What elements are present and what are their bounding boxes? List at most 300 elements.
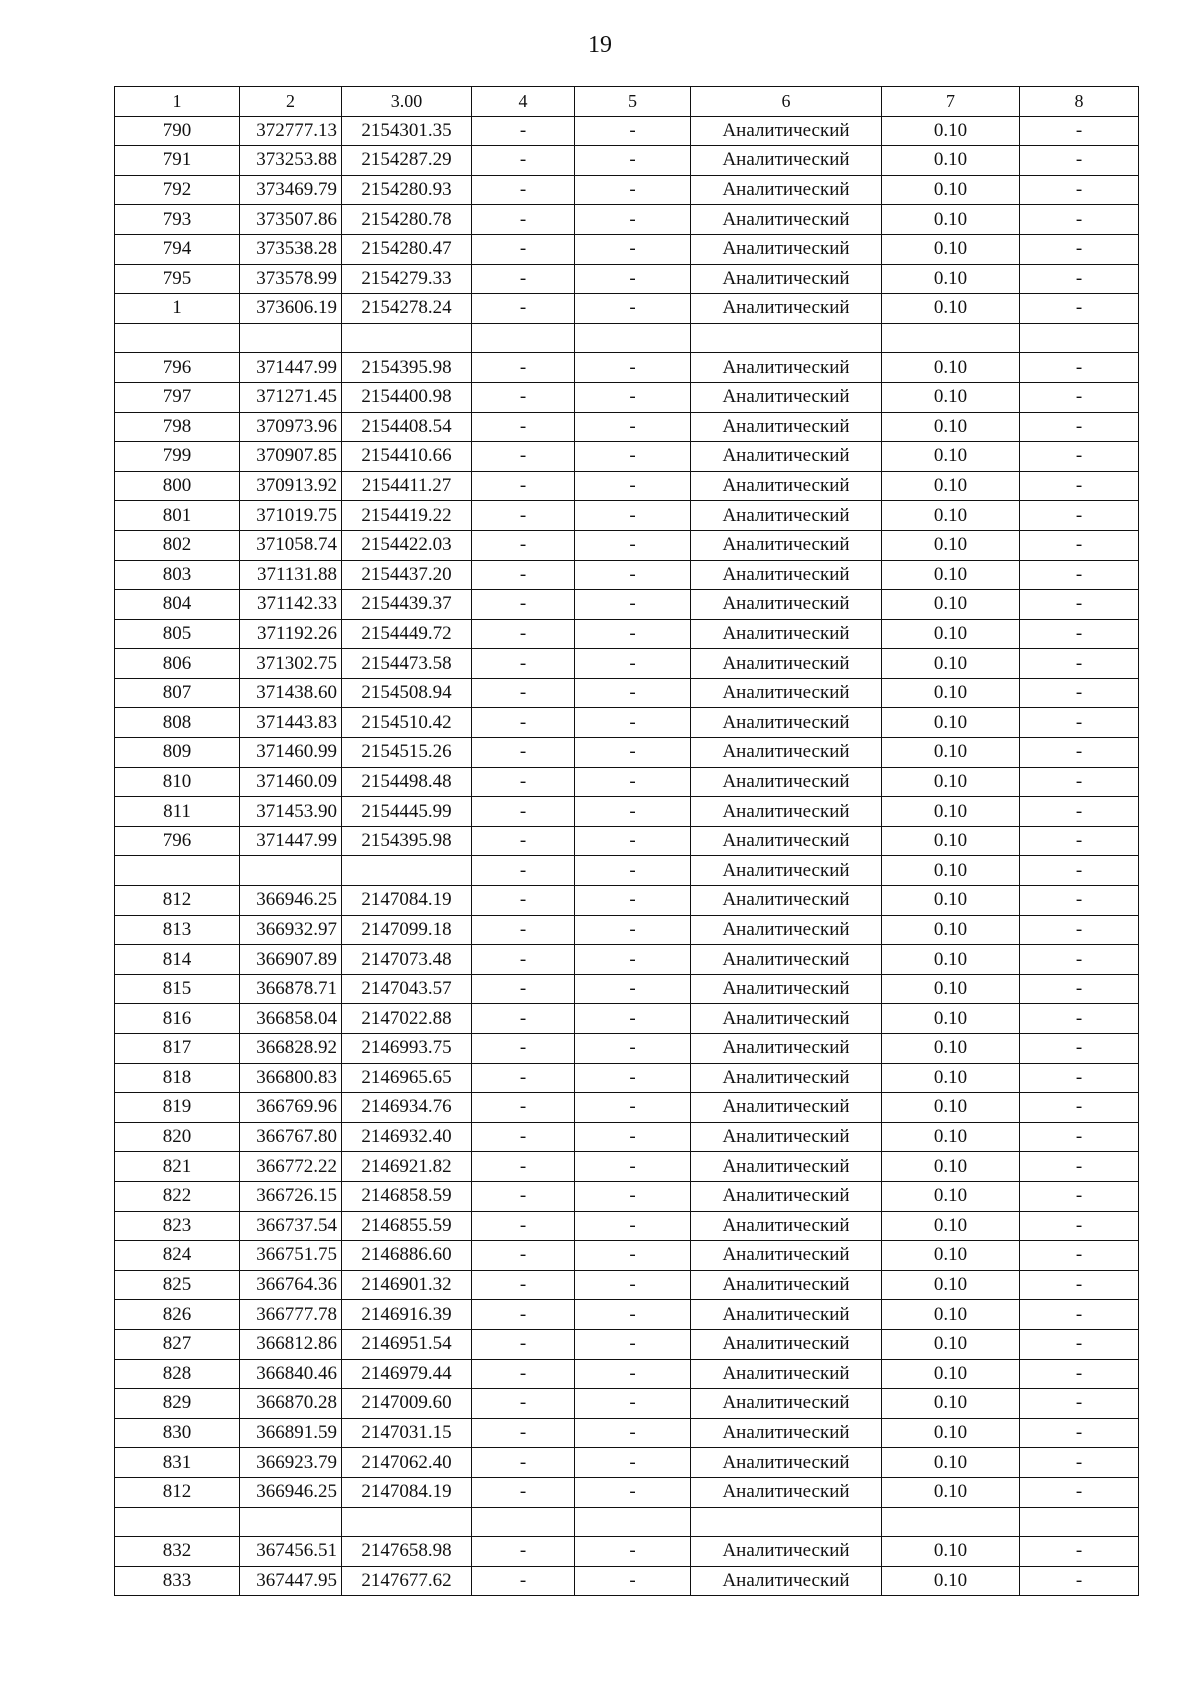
cell-x-coordinate: 366777.78: [240, 1300, 342, 1330]
cell-col-4-value: -: [472, 1477, 575, 1507]
cell-x-coordinate: 372777.13: [240, 116, 342, 146]
cell-point-number: 826: [115, 1300, 240, 1330]
cell-col-5-value: [575, 323, 691, 353]
cell-y-coordinate: 2154395.98: [342, 826, 472, 856]
cell-method: Аналитический: [691, 1329, 882, 1359]
table-row: [115, 1507, 1139, 1537]
cell-col-5-value: -: [575, 1389, 691, 1419]
table-row: [115, 1152, 1139, 1182]
table-row: [115, 116, 1139, 146]
cell-col-5-value: -: [575, 1566, 691, 1596]
cell-accuracy: 0.10: [882, 1270, 1020, 1300]
table-row: [115, 678, 1139, 708]
cell-col-5-value: -: [575, 797, 691, 827]
cell-y-coordinate: 2146934.76: [342, 1093, 472, 1123]
header-col-4: 4: [472, 87, 575, 117]
cell-y-coordinate: 2147084.19: [342, 1477, 472, 1507]
cell-col-5-value: -: [575, 974, 691, 1004]
cell-col-4-value: -: [472, 382, 575, 412]
cell-accuracy: 0.10: [882, 175, 1020, 205]
cell-col-4-value: -: [472, 501, 575, 531]
cell-col-8-value: -: [1020, 530, 1139, 560]
cell-col-4-value: -: [472, 1241, 575, 1271]
cell-y-coordinate: 2146916.39: [342, 1300, 472, 1330]
cell-y-coordinate: 2154445.99: [342, 797, 472, 827]
cell-col-5-value: -: [575, 530, 691, 560]
cell-y-coordinate: 2146993.75: [342, 1034, 472, 1064]
table-row: [115, 1418, 1139, 1448]
cell-method: Аналитический: [691, 442, 882, 472]
header-col-3: 3.00: [342, 87, 472, 117]
cell-point-number: 793: [115, 205, 240, 235]
cell-col-8-value: -: [1020, 1448, 1139, 1478]
cell-accuracy: 0.10: [882, 767, 1020, 797]
cell-col-4-value: -: [472, 1329, 575, 1359]
cell-method: Аналитический: [691, 945, 882, 975]
cell-point-number: 797: [115, 382, 240, 412]
cell-col-4-value: -: [472, 264, 575, 294]
cell-point-number: 802: [115, 530, 240, 560]
cell-col-8-value: -: [1020, 501, 1139, 531]
table-row: [115, 1004, 1139, 1034]
cell-x-coordinate: 366726.15: [240, 1181, 342, 1211]
cell-point-number: 821: [115, 1152, 240, 1182]
cell-method: Аналитический: [691, 1181, 882, 1211]
cell-point-number: 796: [115, 353, 240, 383]
cell-point-number: 812: [115, 1477, 240, 1507]
cell-col-8-value: -: [1020, 1477, 1139, 1507]
cell-accuracy: 0.10: [882, 264, 1020, 294]
cell-col-4-value: -: [472, 1093, 575, 1123]
cell-point-number: 796: [115, 826, 240, 856]
cell-col-4-value: -: [472, 1300, 575, 1330]
cell-col-5-value: -: [575, 205, 691, 235]
cell-accuracy: 0.10: [882, 1122, 1020, 1152]
cell-x-coordinate: 366828.92: [240, 1034, 342, 1064]
cell-col-4-value: -: [472, 678, 575, 708]
cell-method: Аналитический: [691, 619, 882, 649]
cell-x-coordinate: [240, 1507, 342, 1537]
cell-col-8-value: -: [1020, 1152, 1139, 1182]
cell-col-5-value: -: [575, 1181, 691, 1211]
cell-method: Аналитический: [691, 116, 882, 146]
cell-point-number: 814: [115, 945, 240, 975]
table-row: [115, 560, 1139, 590]
cell-method: Аналитический: [691, 205, 882, 235]
cell-point-number: 798: [115, 412, 240, 442]
cell-method: Аналитический: [691, 1537, 882, 1567]
cell-col-8-value: -: [1020, 1359, 1139, 1389]
cell-point-number: 790: [115, 116, 240, 146]
cell-col-5-value: -: [575, 1241, 691, 1271]
cell-method: Аналитический: [691, 1004, 882, 1034]
cell-col-4-value: -: [472, 471, 575, 501]
cell-x-coordinate: 373538.28: [240, 234, 342, 264]
cell-y-coordinate: [342, 323, 472, 353]
cell-y-coordinate: 2154287.29: [342, 146, 472, 176]
cell-point-number: 810: [115, 767, 240, 797]
cell-method: Аналитический: [691, 826, 882, 856]
cell-method: Аналитический: [691, 1477, 882, 1507]
cell-method: [691, 1507, 882, 1537]
cell-accuracy: 0.10: [882, 1329, 1020, 1359]
coordinates-table: [114, 86, 1139, 1596]
cell-col-5-value: -: [575, 412, 691, 442]
table-row: [115, 1122, 1139, 1152]
cell-x-coordinate: 373578.99: [240, 264, 342, 294]
cell-accuracy: 0.10: [882, 1418, 1020, 1448]
cell-col-8-value: -: [1020, 649, 1139, 679]
cell-accuracy: 0.10: [882, 1004, 1020, 1034]
cell-col-4-value: -: [472, 234, 575, 264]
cell-method: Аналитический: [691, 412, 882, 442]
cell-col-8-value: -: [1020, 1241, 1139, 1271]
header-col-2: 2: [240, 87, 342, 117]
cell-y-coordinate: 2146921.82: [342, 1152, 472, 1182]
table-row: [115, 1181, 1139, 1211]
cell-point-number: 799: [115, 442, 240, 472]
cell-accuracy: 0.10: [882, 412, 1020, 442]
cell-col-4-value: -: [472, 856, 575, 886]
cell-col-8-value: -: [1020, 1270, 1139, 1300]
cell-x-coordinate: 366751.75: [240, 1241, 342, 1271]
cell-method: Аналитический: [691, 146, 882, 176]
cell-y-coordinate: 2147022.88: [342, 1004, 472, 1034]
cell-col-5-value: -: [575, 560, 691, 590]
cell-col-4-value: -: [472, 886, 575, 916]
header-col-8: 8: [1020, 87, 1139, 117]
table-header-row: [115, 87, 1139, 117]
cell-col-5-value: -: [575, 442, 691, 472]
cell-col-8-value: -: [1020, 442, 1139, 472]
cell-x-coordinate: 371302.75: [240, 649, 342, 679]
cell-point-number: 818: [115, 1063, 240, 1093]
cell-accuracy: 0.10: [882, 1211, 1020, 1241]
cell-accuracy: 0.10: [882, 1241, 1020, 1271]
cell-col-4-value: [472, 323, 575, 353]
cell-col-8-value: -: [1020, 915, 1139, 945]
cell-col-4-value: -: [472, 1537, 575, 1567]
table-row: [115, 1329, 1139, 1359]
cell-col-5-value: -: [575, 915, 691, 945]
cell-col-4-value: -: [472, 116, 575, 146]
cell-col-8-value: -: [1020, 1004, 1139, 1034]
cell-col-8-value: -: [1020, 1181, 1139, 1211]
table-row: [115, 294, 1139, 324]
cell-y-coordinate: 2154473.58: [342, 649, 472, 679]
cell-col-8-value: -: [1020, 590, 1139, 620]
cell-y-coordinate: 2154410.66: [342, 442, 472, 472]
cell-y-coordinate: 2147073.48: [342, 945, 472, 975]
cell-x-coordinate: 366878.71: [240, 974, 342, 1004]
table-row: [115, 945, 1139, 975]
cell-y-coordinate: 2154301.35: [342, 116, 472, 146]
cell-accuracy: 0.10: [882, 1300, 1020, 1330]
table-row: [115, 826, 1139, 856]
cell-x-coordinate: 371131.88: [240, 560, 342, 590]
table-body: [115, 116, 1139, 1596]
cell-method: Аналитический: [691, 590, 882, 620]
cell-point-number: 801: [115, 501, 240, 531]
cell-method: Аналитический: [691, 1211, 882, 1241]
cell-point-number: 825: [115, 1270, 240, 1300]
cell-col-5-value: -: [575, 619, 691, 649]
cell-y-coordinate: 2146965.65: [342, 1063, 472, 1093]
table-row: [115, 175, 1139, 205]
cell-col-5-value: -: [575, 590, 691, 620]
cell-y-coordinate: 2154278.24: [342, 294, 472, 324]
table-row: [115, 915, 1139, 945]
cell-accuracy: 0.10: [882, 1448, 1020, 1478]
cell-col-8-value: -: [1020, 294, 1139, 324]
cell-y-coordinate: 2154280.78: [342, 205, 472, 235]
cell-accuracy: 0.10: [882, 1063, 1020, 1093]
cell-accuracy: 0.10: [882, 560, 1020, 590]
cell-col-5-value: -: [575, 1477, 691, 1507]
cell-point-number: 806: [115, 649, 240, 679]
cell-accuracy: 0.10: [882, 471, 1020, 501]
cell-method: Аналитический: [691, 530, 882, 560]
cell-y-coordinate: 2147009.60: [342, 1389, 472, 1419]
cell-col-4-value: -: [472, 1004, 575, 1034]
cell-col-4-value: -: [472, 146, 575, 176]
cell-col-8-value: -: [1020, 382, 1139, 412]
table-row: [115, 619, 1139, 649]
cell-method: Аналитический: [691, 1448, 882, 1478]
header-col-6: 6: [691, 87, 882, 117]
cell-x-coordinate: 366812.86: [240, 1329, 342, 1359]
cell-accuracy: 0.10: [882, 1034, 1020, 1064]
cell-col-5-value: -: [575, 146, 691, 176]
cell-col-8-value: -: [1020, 1211, 1139, 1241]
cell-accuracy: [882, 1507, 1020, 1537]
cell-col-4-value: -: [472, 530, 575, 560]
table-row: [115, 974, 1139, 1004]
cell-point-number: 803: [115, 560, 240, 590]
cell-col-8-value: -: [1020, 412, 1139, 442]
cell-method: Аналитический: [691, 886, 882, 916]
table-row: [115, 708, 1139, 738]
cell-col-8-value: -: [1020, 116, 1139, 146]
cell-col-8-value: -: [1020, 234, 1139, 264]
cell-col-5-value: -: [575, 471, 691, 501]
cell-col-5-value: -: [575, 738, 691, 768]
cell-x-coordinate: 371271.45: [240, 382, 342, 412]
cell-x-coordinate: 371460.99: [240, 738, 342, 768]
cell-x-coordinate: 366870.28: [240, 1389, 342, 1419]
cell-col-8-value: -: [1020, 560, 1139, 590]
table-row: [115, 442, 1139, 472]
cell-point-number: [115, 1507, 240, 1537]
table-row: [115, 205, 1139, 235]
cell-col-5-value: -: [575, 294, 691, 324]
cell-col-8-value: -: [1020, 353, 1139, 383]
cell-col-5-value: -: [575, 116, 691, 146]
cell-method: Аналитический: [691, 175, 882, 205]
cell-y-coordinate: 2154498.48: [342, 767, 472, 797]
cell-y-coordinate: 2154508.94: [342, 678, 472, 708]
cell-col-8-value: -: [1020, 264, 1139, 294]
cell-x-coordinate: 373253.88: [240, 146, 342, 176]
cell-col-4-value: -: [472, 915, 575, 945]
cell-accuracy: 0.10: [882, 353, 1020, 383]
cell-accuracy: 0.10: [882, 738, 1020, 768]
cell-y-coordinate: 2154422.03: [342, 530, 472, 560]
cell-col-4-value: -: [472, 1063, 575, 1093]
cell-col-8-value: -: [1020, 1329, 1139, 1359]
cell-col-5-value: -: [575, 1300, 691, 1330]
cell-method: Аналитический: [691, 264, 882, 294]
cell-method: Аналитический: [691, 738, 882, 768]
cell-accuracy: 0.10: [882, 974, 1020, 1004]
cell-x-coordinate: 371058.74: [240, 530, 342, 560]
cell-col-8-value: -: [1020, 1122, 1139, 1152]
cell-col-8-value: -: [1020, 738, 1139, 768]
cell-y-coordinate: 2154510.42: [342, 708, 472, 738]
cell-col-5-value: -: [575, 353, 691, 383]
cell-accuracy: 0.10: [882, 619, 1020, 649]
cell-method: Аналитический: [691, 974, 882, 1004]
cell-y-coordinate: 2154280.93: [342, 175, 472, 205]
cell-point-number: 817: [115, 1034, 240, 1064]
cell-accuracy: 0.10: [882, 708, 1020, 738]
cell-accuracy: 0.10: [882, 205, 1020, 235]
cell-accuracy: 0.10: [882, 1537, 1020, 1567]
cell-y-coordinate: 2147084.19: [342, 886, 472, 916]
cell-col-4-value: -: [472, 1359, 575, 1389]
cell-method: Аналитический: [691, 797, 882, 827]
cell-point-number: 824: [115, 1241, 240, 1271]
cell-y-coordinate: 2154437.20: [342, 560, 472, 590]
cell-accuracy: 0.10: [882, 678, 1020, 708]
cell-col-4-value: -: [472, 1211, 575, 1241]
cell-accuracy: 0.10: [882, 1359, 1020, 1389]
cell-method: Аналитический: [691, 1300, 882, 1330]
cell-x-coordinate: 370973.96: [240, 412, 342, 442]
table-row: [115, 1270, 1139, 1300]
table-row: [115, 1448, 1139, 1478]
cell-y-coordinate: 2154411.27: [342, 471, 472, 501]
cell-x-coordinate: 366769.96: [240, 1093, 342, 1123]
cell-accuracy: 0.10: [882, 1152, 1020, 1182]
cell-x-coordinate: 371453.90: [240, 797, 342, 827]
cell-point-number: 794: [115, 234, 240, 264]
cell-y-coordinate: [342, 856, 472, 886]
cell-method: Аналитический: [691, 1359, 882, 1389]
cell-col-5-value: -: [575, 1359, 691, 1389]
cell-col-5-value: -: [575, 826, 691, 856]
cell-col-4-value: -: [472, 205, 575, 235]
cell-x-coordinate: 367456.51: [240, 1537, 342, 1567]
cell-col-8-value: -: [1020, 1300, 1139, 1330]
table-row: [115, 1537, 1139, 1567]
cell-y-coordinate: 2154449.72: [342, 619, 472, 649]
cell-x-coordinate: 370913.92: [240, 471, 342, 501]
cell-col-4-value: -: [472, 1122, 575, 1152]
cell-col-5-value: -: [575, 856, 691, 886]
cell-accuracy: 0.10: [882, 649, 1020, 679]
cell-accuracy: 0.10: [882, 886, 1020, 916]
cell-point-number: 820: [115, 1122, 240, 1152]
cell-point-number: 809: [115, 738, 240, 768]
table-row: [115, 1389, 1139, 1419]
cell-method: Аналитический: [691, 234, 882, 264]
cell-col-8-value: -: [1020, 767, 1139, 797]
cell-x-coordinate: 366923.79: [240, 1448, 342, 1478]
cell-col-5-value: -: [575, 1270, 691, 1300]
cell-col-4-value: -: [472, 767, 575, 797]
cell-col-5-value: -: [575, 1122, 691, 1152]
table-row: [115, 856, 1139, 886]
cell-x-coordinate: 366946.25: [240, 1477, 342, 1507]
page-number: 19: [588, 32, 612, 58]
cell-col-4-value: -: [472, 1566, 575, 1596]
cell-x-coordinate: 366907.89: [240, 945, 342, 975]
cell-accuracy: 0.10: [882, 826, 1020, 856]
cell-col-4-value: -: [472, 1270, 575, 1300]
cell-col-4-value: -: [472, 738, 575, 768]
cell-accuracy: 0.10: [882, 915, 1020, 945]
cell-point-number: 813: [115, 915, 240, 945]
cell-col-4-value: -: [472, 797, 575, 827]
cell-col-8-value: [1020, 323, 1139, 353]
cell-accuracy: 0.10: [882, 294, 1020, 324]
table-row: [115, 234, 1139, 264]
cell-col-8-value: -: [1020, 1093, 1139, 1123]
table-row: [115, 590, 1139, 620]
cell-x-coordinate: 373507.86: [240, 205, 342, 235]
cell-col-5-value: -: [575, 501, 691, 531]
cell-method: Аналитический: [691, 678, 882, 708]
cell-method: Аналитический: [691, 1566, 882, 1596]
cell-x-coordinate: 373469.79: [240, 175, 342, 205]
cell-y-coordinate: 2147099.18: [342, 915, 472, 945]
cell-x-coordinate: 366772.22: [240, 1152, 342, 1182]
cell-col-4-value: -: [472, 708, 575, 738]
cell-col-8-value: -: [1020, 826, 1139, 856]
cell-col-4-value: -: [472, 294, 575, 324]
cell-col-8-value: -: [1020, 974, 1139, 1004]
cell-accuracy: 0.10: [882, 945, 1020, 975]
cell-col-4-value: -: [472, 1152, 575, 1182]
cell-method: Аналитический: [691, 1241, 882, 1271]
cell-col-5-value: -: [575, 234, 691, 264]
cell-col-4-value: -: [472, 1034, 575, 1064]
cell-col-5-value: -: [575, 708, 691, 738]
header-col-1: 1: [115, 87, 240, 117]
cell-point-number: 807: [115, 678, 240, 708]
cell-x-coordinate: 371447.99: [240, 826, 342, 856]
cell-method: Аналитический: [691, 708, 882, 738]
cell-col-8-value: -: [1020, 856, 1139, 886]
cell-accuracy: 0.10: [882, 1566, 1020, 1596]
cell-accuracy: 0.10: [882, 234, 1020, 264]
cell-x-coordinate: 371443.83: [240, 708, 342, 738]
cell-accuracy: 0.10: [882, 1477, 1020, 1507]
cell-point-number: 822: [115, 1181, 240, 1211]
cell-point-number: 823: [115, 1211, 240, 1241]
cell-col-4-value: -: [472, 826, 575, 856]
cell-point-number: 815: [115, 974, 240, 1004]
cell-point-number: 828: [115, 1359, 240, 1389]
cell-point-number: 811: [115, 797, 240, 827]
table-row: [115, 1300, 1139, 1330]
cell-point-number: 791: [115, 146, 240, 176]
cell-col-8-value: -: [1020, 1537, 1139, 1567]
cell-y-coordinate: 2146858.59: [342, 1181, 472, 1211]
cell-method: Аналитический: [691, 1389, 882, 1419]
cell-col-4-value: -: [472, 560, 575, 590]
